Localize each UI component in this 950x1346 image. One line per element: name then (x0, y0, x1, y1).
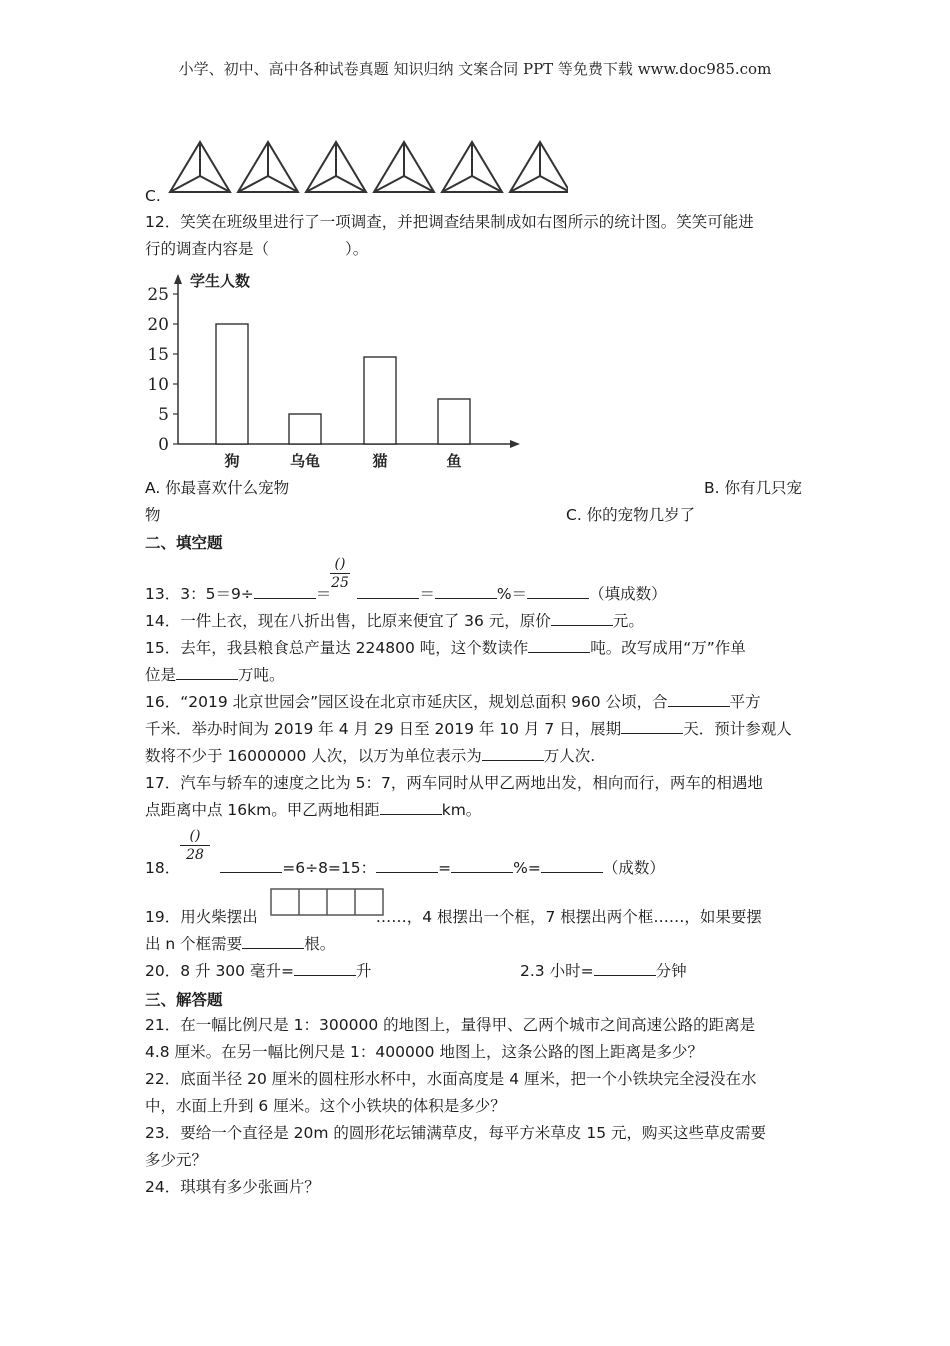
q12-option-b-continued: 物 (145, 506, 161, 524)
y-tick-label: 25 (147, 285, 169, 305)
q14-line: 14．一件上衣，现在八折出售，比原来便宜了 36 元，原价 元。 (145, 612, 644, 630)
triangle-6 (510, 142, 568, 192)
q21-line2: 4.8 厘米。在另一幅比例尺是 1：400000 地图上，这条公路的图上距离是多少？ (145, 1043, 703, 1061)
page-header: 小学、初中、高中各种试卷真题 知识归纳 文案合同 PPT 等免费下载 www.doc985.com (178, 60, 772, 78)
triangle-5 (442, 142, 502, 192)
q19-line1: 19．用火柴摆出 ……，4 根摆出一个框，7 根摆出两个框……，如果要摆 (145, 908, 762, 926)
y-axis-arrow (174, 274, 182, 284)
bar-1 (216, 324, 248, 444)
q23-line1: 23．要给一个直径是 20m 的圆形花坛铺满草皮，每平方米草皮 15 元，购买这些草皮需要 (145, 1124, 766, 1142)
q12-line1: 12．笑笑在班级里进行了一项调查，并把调查结果制成如右图所示的统计图。笑笑可能进 (145, 213, 754, 231)
q16-line3: 数将不少于 16000000 人次，以万为单位表示为 万人次. (145, 747, 596, 765)
x-category-label: 猫 (372, 452, 388, 470)
q21-line1: 21．在一幅比例尺是 1：300000 的地图上，量得甲、乙两个城市之间高速公路的距离是 (145, 1016, 756, 1034)
y-tick-label: 0 (158, 435, 169, 455)
section-title-solve: 三、解答题 (145, 991, 223, 1009)
q18-fraction: () 28 (180, 828, 210, 863)
x-axis-arrow (510, 440, 520, 448)
q17-line2: 点距离中点 16km。甲乙两地相距 km。 (145, 801, 482, 819)
q13-fraction: () 25 (331, 556, 349, 591)
y-tick-label: 5 (158, 405, 169, 425)
q11-option-c-label: C. (145, 187, 161, 205)
q15-line2: 位是 万吨。 (145, 666, 285, 684)
q12-line2: 行的调查内容是（ ）。 (145, 240, 369, 258)
y-tick-label: 20 (147, 315, 169, 335)
q16-line1: 16．“2019 北京世园会”园区设在北京市延庆区，规划总面积 960 公顷，合 平方 (145, 693, 761, 711)
bar-3 (364, 357, 396, 444)
y-axis-label: 学生人数 (190, 272, 251, 290)
q24-line: 24．琪琪有多少张画片？ (145, 1178, 320, 1196)
q23-line2: 多少元？ (145, 1151, 208, 1169)
q12-option-c: C. 你的宠物几岁了 (566, 506, 696, 524)
x-category-label: 鱼 (446, 452, 462, 470)
bar-2 (289, 414, 321, 444)
q15-line1: 15．去年，我县粮食总产量达 224800 吨，这个数读作 吨。改写成用“万”作单 (145, 639, 746, 657)
q11-triangles-figure (168, 138, 568, 194)
y-tick-label: 15 (147, 345, 169, 365)
x-category-label: 狗 (224, 452, 240, 470)
q16-line2: 千米．举办时间为 2019 年 4 月 29 日至 2019 年 10 月 7 日，展期 天．预计参观人 (145, 720, 792, 738)
q12-option-b: B. 你有几只宠 (704, 479, 802, 497)
q20-part2: 2.3 小时= 分钟 (520, 962, 687, 980)
q22-line2: 中，水面上升到 6 厘米。这个小铁块的体积是多少？ (145, 1097, 506, 1115)
bar-4 (438, 399, 470, 444)
q12-option-a: A. 你最喜欢什么宠物 (145, 479, 290, 497)
y-tick-label: 10 (147, 375, 169, 395)
section-title-fill-in: 二、填空题 (145, 534, 223, 552)
q17-line1: 17．汽车与轿车的速度之比为 5：7，两车同时从甲乙两地出发，相向而行，两车的相遇地 (145, 774, 763, 792)
x-category-label: 乌龟 (289, 452, 321, 470)
q19-line2: 出 n 个框需要 根。 (145, 935, 336, 953)
q20-part1: 20．8 升 300 毫升= 升 (145, 962, 372, 980)
q13-line: 13．3：5＝9÷ ＝ ＝ %＝ （填成数） (145, 585, 667, 603)
pet-survey-bar-chart (140, 262, 530, 472)
triangle-3 (306, 142, 366, 192)
triangle-2 (238, 142, 298, 192)
triangle-4 (374, 142, 434, 192)
q22-line1: 22．底面半径 20 厘米的圆柱形水杯中，水面高度是 4 厘米，把一个小铁块完全浸没在水 (145, 1070, 757, 1088)
triangle-1 (170, 142, 230, 192)
q18-line: 18． =6÷8=15： = %= （成数） (145, 859, 665, 877)
